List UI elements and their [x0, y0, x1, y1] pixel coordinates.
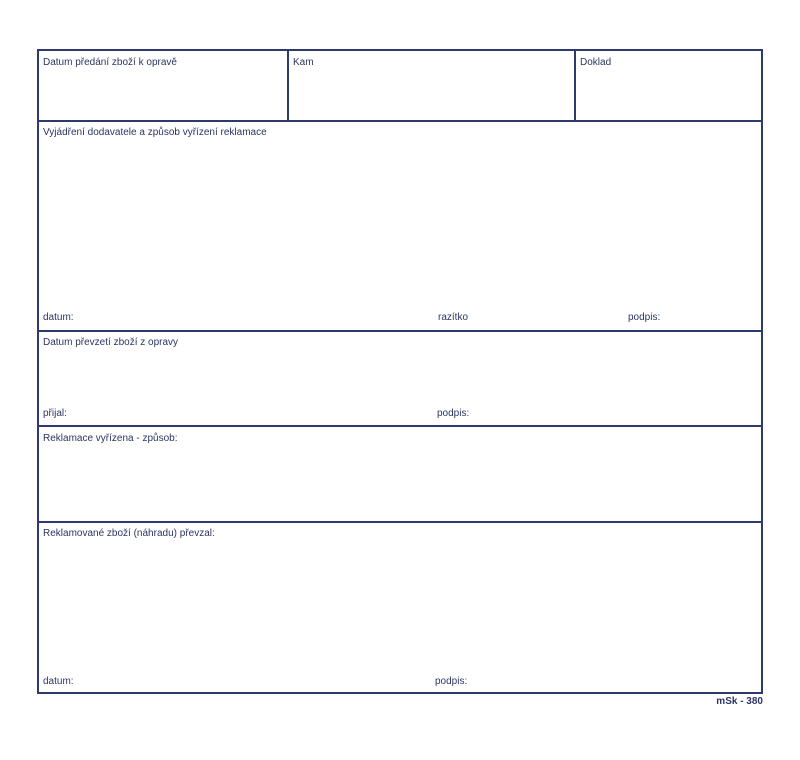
received-label: přijal:	[43, 408, 67, 419]
row-supplier-statement[interactable]	[39, 122, 761, 332]
destination-field[interactable]	[287, 51, 574, 120]
signature-label: podpis:	[435, 676, 468, 687]
resolution-title: Reklamace vyřízena - způsob:	[43, 433, 178, 444]
signature-label: podpis:	[628, 312, 661, 323]
stamp-label: razítko	[438, 312, 469, 323]
destination-label: Kam	[293, 57, 314, 68]
complaint-form	[37, 49, 763, 694]
row-handover	[39, 51, 761, 122]
signature-label: podpis:	[437, 408, 470, 419]
row-resolution[interactable]	[39, 427, 761, 523]
supplier-statement-title: Vyjádření dodavatele a způsob vyřízení reklamace	[43, 127, 267, 138]
form-code: mSk - 380	[716, 696, 763, 707]
document-field[interactable]	[574, 51, 761, 120]
handover-date-field[interactable]	[39, 51, 288, 120]
pickup-date-title: Datum převzetí zboží z opravy	[43, 337, 179, 348]
handover-date-label: Datum předání zboží k opravě	[43, 57, 177, 68]
row-pickup[interactable]	[39, 332, 761, 427]
row-replacement[interactable]	[39, 523, 761, 692]
date-label: datum:	[43, 312, 74, 323]
date-label: datum:	[43, 676, 74, 687]
replacement-title: Reklamované zboží (náhradu) převzal:	[43, 528, 215, 539]
document-label: Doklad	[580, 57, 612, 68]
